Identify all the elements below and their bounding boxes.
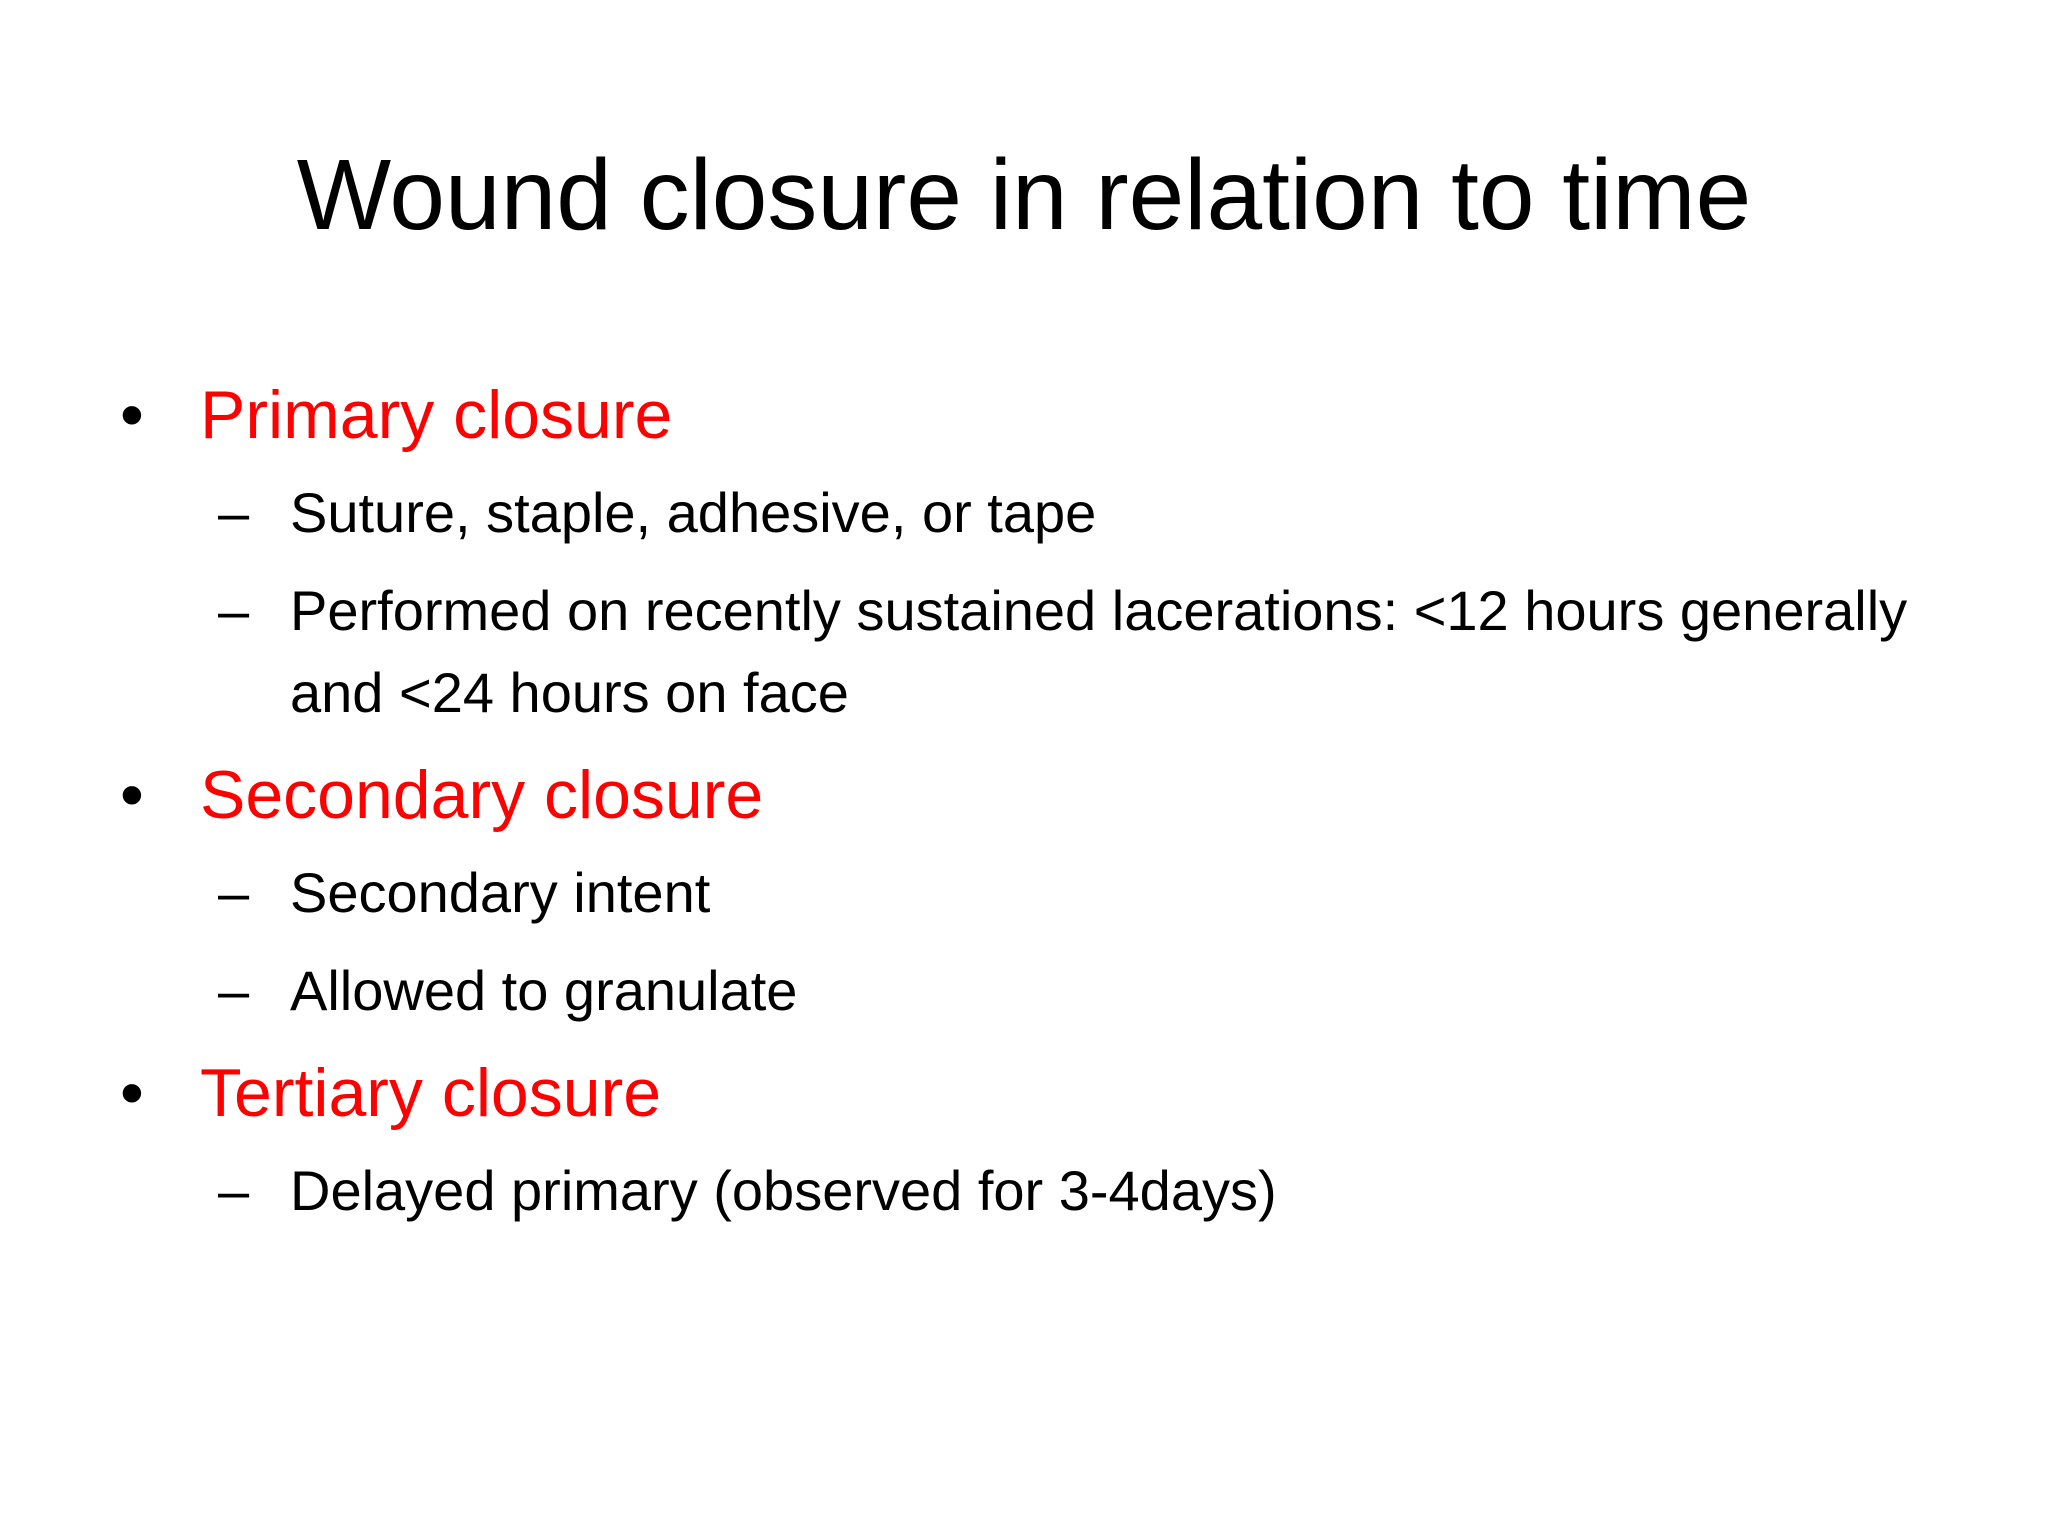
dash-icon: – [218,579,250,642]
slide-content [120,370,1940,1248]
bullet-icon: • [120,1055,144,1131]
bullet-icon: • [120,377,144,453]
dash-icon: – [218,481,250,544]
slide-title: Wound closure in relation to time [296,139,1752,251]
section-heading-text: Primary closure [200,377,673,453]
list-item [120,950,1940,1032]
list-item-text: Delayed primary (observed for 3-4days) [290,1159,1277,1222]
section-heading-text: Secondary closure [200,757,764,833]
section-heading-tertiary [120,1048,1940,1138]
list-item-text: Secondary intent [290,861,711,924]
section-heading-secondary [120,750,1940,840]
list-item-text: Suture, staple, adhesive, or tape [290,481,1097,544]
list-item [120,570,1940,734]
dash-icon: – [218,861,250,924]
dash-icon: – [218,959,250,1022]
section-heading-text: Tertiary closure [200,1055,662,1131]
list-item [120,472,1940,554]
list-item [120,1150,1940,1232]
bullet-icon: • [120,757,144,833]
list-item-text: Allowed to granulate [290,959,798,1022]
section-heading-primary [120,370,1940,460]
dash-icon: – [218,1159,250,1222]
list-item-text: Performed on recently sustained lacerations: <12 hours generally and <24 hours on face [290,579,1908,724]
list-item [120,852,1940,934]
